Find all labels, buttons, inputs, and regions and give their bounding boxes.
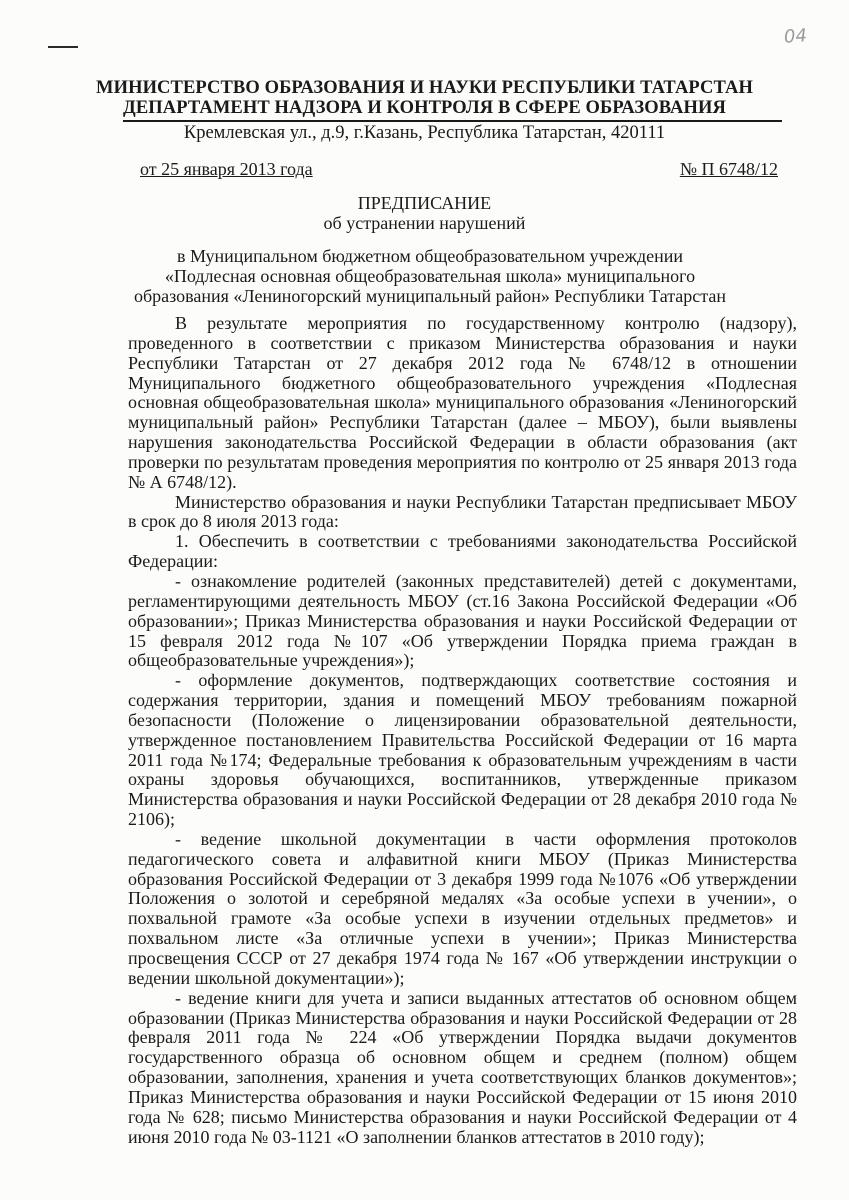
document-subtitle: об устранении нарушений xyxy=(323,213,526,233)
sub-item: - ведение книги для учета и записи выданных аттестатов об основном общем образовании (Приказ Министерства образования и науки Российской Федерации от 28 февраля 2011 года № 224 «Об утверждении Порядка выдачи документов государственного образца об основном общем и среднем (полном) общем образовании, заполнения, хранения и учета соответствующих бланков документов»; Приказ Министерства образования и науки Российской Федерации от 15 июня 2010 года № 628; письмо Министерства образования и науки Российской Федерации от 4 июня 2010 года № 03-1121 «О заполнении бланков аттестатов в 2010 году); xyxy=(128,987,797,1147)
document-date: от 25 января 2013 года xyxy=(140,159,313,179)
institution-line: «Подлесная основная общеобразовательная школа» муниципального xyxy=(164,266,696,286)
letterhead-rule xyxy=(123,120,782,122)
sub-item: - ведение школьной документации в части оформления протоколов педагогического совета и алфавитной книги МБОУ (Приказ Министерства образования Российской Федерации от 3 декабря 1999 года №1076 «Об утверждении Положения о золотой и серебряной медалях «За особые успехи в учении», о похвальной грамоте «За особые успехи в изучении отдельных предметов» и похвальном листе «За отличные успехи в учении»; Приказ Министерства просвещения СССР от 27 декабря 1974 года № 167 «Об утверждении инструкции о ведении школьной документации»); xyxy=(128,828,797,988)
institution-line: в Муниципальном бюджетном общеобразовательном учреждении xyxy=(176,246,684,266)
prescription-paragraph: Министерство образования и науки Республики Татарстан предписывает МБОУ в срок до 8 июля 2013 года: xyxy=(128,491,797,532)
handwritten-page-number: 04 xyxy=(783,25,808,48)
letterhead xyxy=(0,78,849,118)
document-body xyxy=(128,314,797,1147)
intro-paragraph: В результате мероприятия по государственному контролю (надзору), проведенного в соответствии с приказом Министерства образования и науки Республики Татарстан от 27 декабря 2012 года № 6748/12 в отношении Муниципального бюджетного общеобразовательного учреждения «Подлесная основная общеобразовательная школа» муниципального образования «Лениногорский муниципальный район» Республики Татарстан (далее – МБОУ), были выявлены нарушения законодательства Российской Федерации в области образования (акт проверки по результатам проведения мероприятия по контролю от 25 января 2013 года № А 6748/12). xyxy=(128,313,797,492)
ministry-name: МИНИСТЕРСТВО ОБРАЗОВАНИЯ И НАУКИ РЕСПУБЛИКИ ТАТАРСТАН xyxy=(96,78,753,98)
sub-item: - оформление документов, подтверждающих соответствие состояния и содержания территории, здания и помещений МБОУ требованиям пожарной безопасности (Положение о лицензировании образовательной деятельности, утвержденное постановлением Правительства Российской Федерации от 16 марта 2011 года №174; Федеральные требования к образовательным учреждениям в части охраны здоровья обучающихся, воспитанников, утвержденные приказом Министерства образования и науки Российской Федерации от 28 декабря 2010 года № 2106); xyxy=(128,670,797,830)
item-1: 1. Обеспечить в соответствии с требованиями законодательства Российской Федерации: xyxy=(128,531,797,572)
dash-mark xyxy=(48,46,78,48)
institution-name xyxy=(100,246,760,306)
address: Кремлевская ул., д.9, г.Казань, Республика Татарстан, 420111 xyxy=(183,123,666,143)
institution-line: образования «Лениногорский муниципальный район» Республики Татарстан xyxy=(133,286,726,306)
department-name: ДЕПАРТАМЕНТ НАДЗОРА И КОНТРОЛЯ В СФЕРЕ ОБРАЗОВАНИЯ xyxy=(123,98,726,118)
sub-item: - ознакомление родителей (законных представителей) детей с документами, регламентирующими деятельность МБОУ (ст.16 Закона Российской Федерации «Об образовании»; Приказ Министерства образования и науки Российской Федерации от 15 февраля 2012 года №107 «Об утверждении Порядка приема граждан в общеобразовательные учреждения»); xyxy=(128,570,797,671)
document-number: № П 6748/12 xyxy=(679,159,778,179)
document-title: ПРЕДПИСАНИЕ xyxy=(357,193,492,213)
